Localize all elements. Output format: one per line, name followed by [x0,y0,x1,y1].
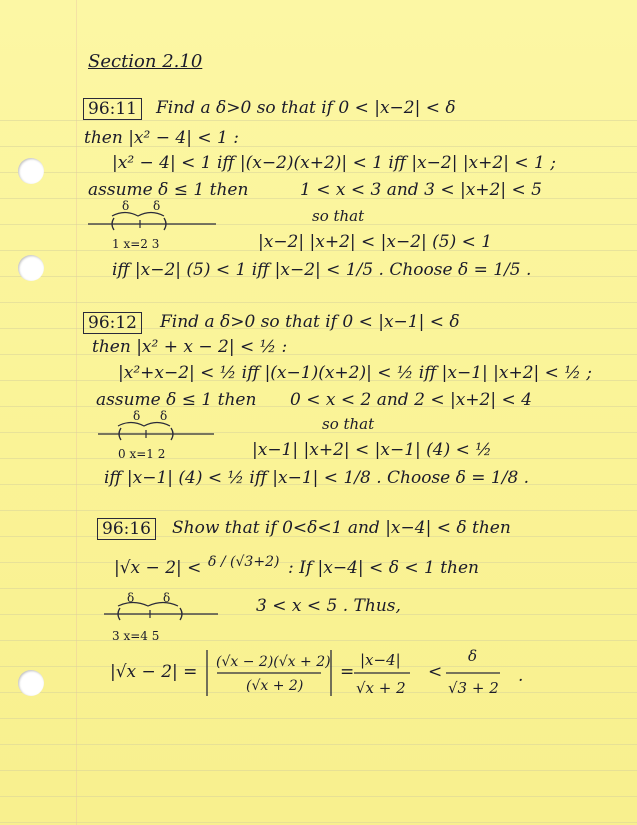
problem-label: 96:12 [83,312,142,334]
problem-statement: : If |x−4| < δ < 1 then [288,558,479,578]
fraction-denominator: √x + 2 [356,679,406,697]
problem-statement: then |x² − 4| < 1 : [84,128,239,148]
work-line: 0 < x < 2 and 2 < |x+2| < 4 [290,390,532,410]
problem-label: 96:16 [97,518,156,540]
fraction-numerator: (√x − 2)(√x + 2) [216,654,331,670]
work-line: iff |x−2| (5) < 1 iff |x−2| < 1/5 . Choose δ = 1/5 . [112,260,532,280]
delta-mark: δ [153,199,161,213]
work-line: assume δ ≤ 1 then [96,390,257,410]
delta-mark: δ [160,409,168,423]
fraction-denominator: (√x + 2) [246,678,304,694]
problem-statement: then |x² + x − 2| < ½ : [92,337,288,357]
fraction-denominator: √3 + 2 [448,679,499,697]
ruled-line [0,588,637,589]
delta-mark: δ [163,591,171,605]
work-line: assume δ ≤ 1 then [88,180,249,200]
fraction: δ / (√3+2) [208,554,280,570]
margin-line [76,0,77,825]
work-line: |x−2| |x+2| < |x−2| (5) < 1 [258,232,493,252]
number-line [100,598,230,624]
work-line: iff |x−1| (4) < ½ iff |x−1| < 1/8 . Choose δ = 1/8 . [104,468,530,488]
ruled-line [0,822,637,823]
ruled-line [0,796,637,797]
ruled-line [0,510,637,511]
problem-statement: Find a δ>0 so that if 0 < |x−1| < δ [160,312,460,332]
period: . [518,666,524,686]
work-line: |x−1| |x+2| < |x−1| (4) < ½ [252,440,492,460]
fraction-bar [444,671,504,675]
delta-mark: δ [127,591,135,605]
number-line-labels: 3 x=4 5 [112,629,160,643]
less-than-sign: < [428,662,443,682]
number-line-labels: 1 x=2 3 [112,237,160,251]
problem-statement: Find a δ>0 so that if 0 < |x−2| < δ [156,98,456,118]
work-line: |x² − 4| < 1 iff |(x−2)(x+2)| < 1 iff |x−2| |x+2| < 1 ; [112,153,556,173]
section-title: Section 2.10 [88,51,203,72]
fraction-numerator: |x−4| [360,651,401,669]
binder-hole [18,670,44,696]
problem-statement: Show that if 0<δ<1 and |x−4| < δ then [172,518,511,538]
problem-label: 96:11 [83,98,142,120]
number-line-labels: 0 x=1 2 [118,447,166,461]
fraction-bar [352,671,412,675]
equation-lhs: |√x − 2| = [110,662,198,682]
work-line: 3 < x < 5 . Thus, [256,596,401,616]
work-line: so that [322,415,375,433]
delta-mark: δ [122,199,130,213]
ruled-line [0,770,637,771]
delta-mark: δ [133,409,141,423]
fraction-numerator: δ [468,647,478,665]
ruled-line [0,718,637,719]
work-line: so that [312,207,365,225]
binder-hole [18,158,44,184]
binder-hole [18,255,44,281]
number-line [94,418,224,444]
problem-statement: |√x − 2| < [114,558,202,578]
ruled-line [0,744,637,745]
work-line: |x²+x−2| < ½ iff |(x−1)(x+2)| < ½ iff |x−1| |x+2| < ½ ; [118,363,592,383]
ruled-line [0,120,637,121]
work-line: 1 < x < 3 and 3 < |x+2| < 5 [300,180,542,200]
ruled-line [0,640,637,641]
number-line [84,208,224,234]
equals-sign: = [340,662,355,682]
ruled-line [0,302,637,303]
